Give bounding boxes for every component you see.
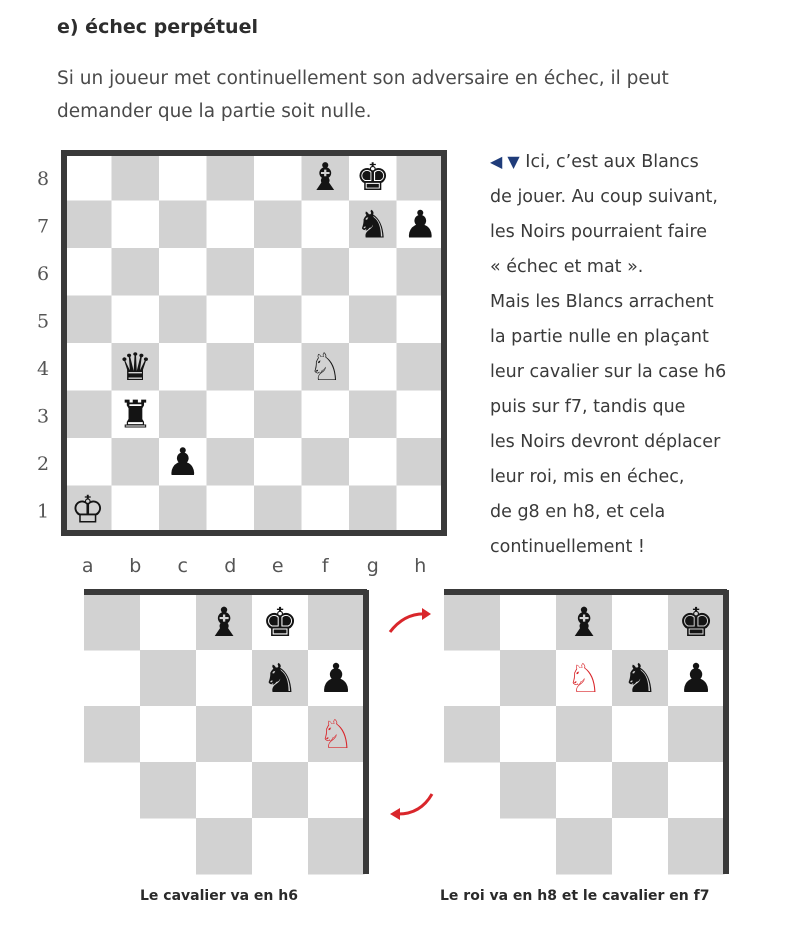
board-square bbox=[500, 762, 557, 819]
chess-piece-f7: ♘ bbox=[566, 656, 602, 702]
explanation-line-1-text: Ici, c’est aux Blancs bbox=[525, 152, 699, 172]
main-board bbox=[37, 153, 445, 577]
board-square bbox=[308, 594, 365, 651]
board-square bbox=[500, 650, 557, 707]
chess-piece-c2: ♟ bbox=[165, 439, 200, 484]
caption-right: Le roi va en h8 et le cavalier en f7 bbox=[440, 888, 710, 904]
explanation-line-11: de g8 en h8, et cela bbox=[490, 502, 666, 522]
board-square bbox=[349, 391, 397, 439]
board-square bbox=[159, 248, 207, 296]
board-square bbox=[254, 201, 302, 249]
board-square bbox=[207, 391, 255, 439]
board-square bbox=[500, 594, 557, 651]
explanation-line-12: continuellement ! bbox=[490, 537, 645, 557]
board-square bbox=[159, 153, 207, 201]
board-square bbox=[159, 486, 207, 534]
board-square bbox=[668, 818, 725, 875]
rank-label: 3 bbox=[36, 405, 50, 428]
chess-piece-h7: ♟ bbox=[678, 656, 714, 702]
chess-piece-g7: ♞ bbox=[622, 656, 658, 702]
board-square bbox=[64, 248, 112, 296]
arrow-top-head bbox=[422, 608, 431, 620]
file-label: a bbox=[81, 555, 94, 577]
board-square bbox=[112, 296, 160, 344]
board-square bbox=[159, 343, 207, 391]
board-square bbox=[64, 296, 112, 344]
board-square bbox=[397, 486, 445, 534]
explanation-line-9: les Noirs devront déplacer bbox=[490, 432, 721, 452]
explanation-line-2: de jouer. Au coup suivant, bbox=[490, 187, 718, 207]
board-square bbox=[196, 706, 253, 763]
board-square bbox=[196, 818, 253, 875]
chess-piece-g8: ♚ bbox=[355, 154, 390, 199]
board-square bbox=[140, 706, 197, 763]
chess-piece-f8: ♝ bbox=[206, 600, 242, 646]
rank-label: 2 bbox=[36, 452, 50, 475]
board-square bbox=[349, 486, 397, 534]
board-square bbox=[252, 762, 309, 819]
board-square bbox=[207, 153, 255, 201]
board-square bbox=[397, 438, 445, 486]
rank-label: 1 bbox=[36, 500, 50, 523]
arrow-bottom bbox=[396, 794, 432, 814]
board-square bbox=[397, 248, 445, 296]
board-square bbox=[140, 650, 197, 707]
file-label: h bbox=[414, 555, 427, 577]
board-square bbox=[612, 762, 669, 819]
caption-left: Le cavalier va en h6 bbox=[140, 888, 298, 904]
chess-piece-b4: ♛ bbox=[118, 344, 153, 389]
board-square bbox=[612, 706, 669, 763]
board-square bbox=[159, 201, 207, 249]
chess-piece-g7: ♞ bbox=[355, 202, 390, 247]
board-square bbox=[64, 201, 112, 249]
explanation-line-7: leur cavalier sur la case h6 bbox=[490, 362, 727, 382]
board-square bbox=[668, 706, 725, 763]
board-square bbox=[140, 762, 197, 819]
board-square bbox=[64, 438, 112, 486]
chess-piece-a1: ♔ bbox=[70, 487, 105, 532]
board-square bbox=[444, 594, 501, 651]
board-square bbox=[556, 762, 613, 819]
board-square bbox=[254, 343, 302, 391]
explanation-line-6: la partie nulle en plaçant bbox=[490, 327, 709, 347]
explanation-line-8: puis sur f7, tandis que bbox=[490, 397, 686, 417]
chess-piece-g7: ♞ bbox=[262, 656, 298, 702]
board-square bbox=[207, 438, 255, 486]
board-square bbox=[112, 201, 160, 249]
board-square bbox=[254, 438, 302, 486]
board-square bbox=[64, 153, 112, 201]
rank-label: 7 bbox=[36, 215, 50, 238]
board-square bbox=[500, 706, 557, 763]
diagram-left-board bbox=[84, 590, 367, 875]
board-square bbox=[64, 343, 112, 391]
board-square bbox=[308, 818, 365, 875]
board-square bbox=[84, 706, 141, 763]
board-square bbox=[207, 248, 255, 296]
board-square bbox=[112, 438, 160, 486]
board-square bbox=[302, 201, 350, 249]
board-square bbox=[207, 296, 255, 344]
diagram-right-board bbox=[444, 590, 727, 875]
explanation-line-10: leur roi, mis en échec, bbox=[490, 467, 685, 487]
chess-piece-b3: ♜ bbox=[118, 392, 153, 437]
board-square bbox=[302, 438, 350, 486]
board-square bbox=[64, 391, 112, 439]
board-square bbox=[159, 296, 207, 344]
board-square bbox=[112, 248, 160, 296]
board-square bbox=[254, 153, 302, 201]
intro-paragraph: Si un joueur met continuellement son adversaire en échec, il peut demander que la partie soit nulle. bbox=[57, 68, 669, 122]
board-square bbox=[159, 391, 207, 439]
board-square bbox=[207, 486, 255, 534]
board-square bbox=[349, 343, 397, 391]
chess-piece-f8: ♝ bbox=[308, 154, 343, 199]
board-square bbox=[207, 343, 255, 391]
board-square bbox=[349, 438, 397, 486]
board-square bbox=[302, 391, 350, 439]
file-label: d bbox=[224, 555, 237, 577]
board-square bbox=[254, 391, 302, 439]
board-square bbox=[196, 762, 253, 819]
board-square bbox=[254, 248, 302, 296]
board-square bbox=[196, 650, 253, 707]
board-square bbox=[397, 391, 445, 439]
board-square bbox=[140, 594, 197, 651]
file-label: c bbox=[177, 555, 188, 577]
chess-piece-h7: ♟ bbox=[403, 202, 438, 247]
board-square bbox=[556, 706, 613, 763]
board-square bbox=[252, 818, 309, 875]
board-square bbox=[349, 248, 397, 296]
explanation-line-5: Mais les Blancs arrachent bbox=[490, 292, 714, 312]
board-square bbox=[302, 486, 350, 534]
file-label: f bbox=[321, 555, 329, 577]
board-square bbox=[349, 296, 397, 344]
chess-piece-h6: ♘ bbox=[318, 712, 354, 758]
board-square bbox=[397, 343, 445, 391]
board-square bbox=[556, 818, 613, 875]
board-square bbox=[397, 153, 445, 201]
section-heading: e) échec perpétuel bbox=[57, 16, 258, 38]
triangle-icons: ◀ ▼ bbox=[490, 152, 520, 171]
file-label: g bbox=[366, 555, 379, 577]
board-square bbox=[252, 706, 309, 763]
chess-piece-f8: ♝ bbox=[566, 600, 602, 646]
chess-piece-h8: ♚ bbox=[678, 600, 714, 646]
file-label: e bbox=[271, 555, 284, 577]
explanation-line-4: « échec et mat ». bbox=[490, 257, 644, 277]
board-square bbox=[397, 296, 445, 344]
board-square bbox=[112, 486, 160, 534]
board-square bbox=[444, 706, 501, 763]
board-square bbox=[668, 762, 725, 819]
rank-label: 4 bbox=[36, 357, 50, 380]
board-square bbox=[308, 762, 365, 819]
board-square bbox=[302, 296, 350, 344]
explanation-line-3: les Noirs pourraient faire bbox=[490, 222, 708, 242]
board-square bbox=[612, 818, 669, 875]
board-square bbox=[254, 486, 302, 534]
rank-label: 8 bbox=[36, 167, 50, 190]
file-label: b bbox=[129, 555, 142, 577]
board-square bbox=[612, 594, 669, 651]
rank-label: 5 bbox=[36, 310, 50, 333]
board-square bbox=[112, 153, 160, 201]
rank-label: 6 bbox=[36, 262, 50, 285]
arrow-bottom-head bbox=[390, 808, 400, 820]
chess-piece-g8: ♚ bbox=[262, 600, 298, 646]
board-square bbox=[302, 248, 350, 296]
chess-piece-h7: ♟ bbox=[318, 656, 354, 702]
board-square bbox=[254, 296, 302, 344]
board-square bbox=[84, 594, 141, 651]
chess-piece-f4: ♘ bbox=[308, 344, 343, 389]
board-square bbox=[207, 201, 255, 249]
